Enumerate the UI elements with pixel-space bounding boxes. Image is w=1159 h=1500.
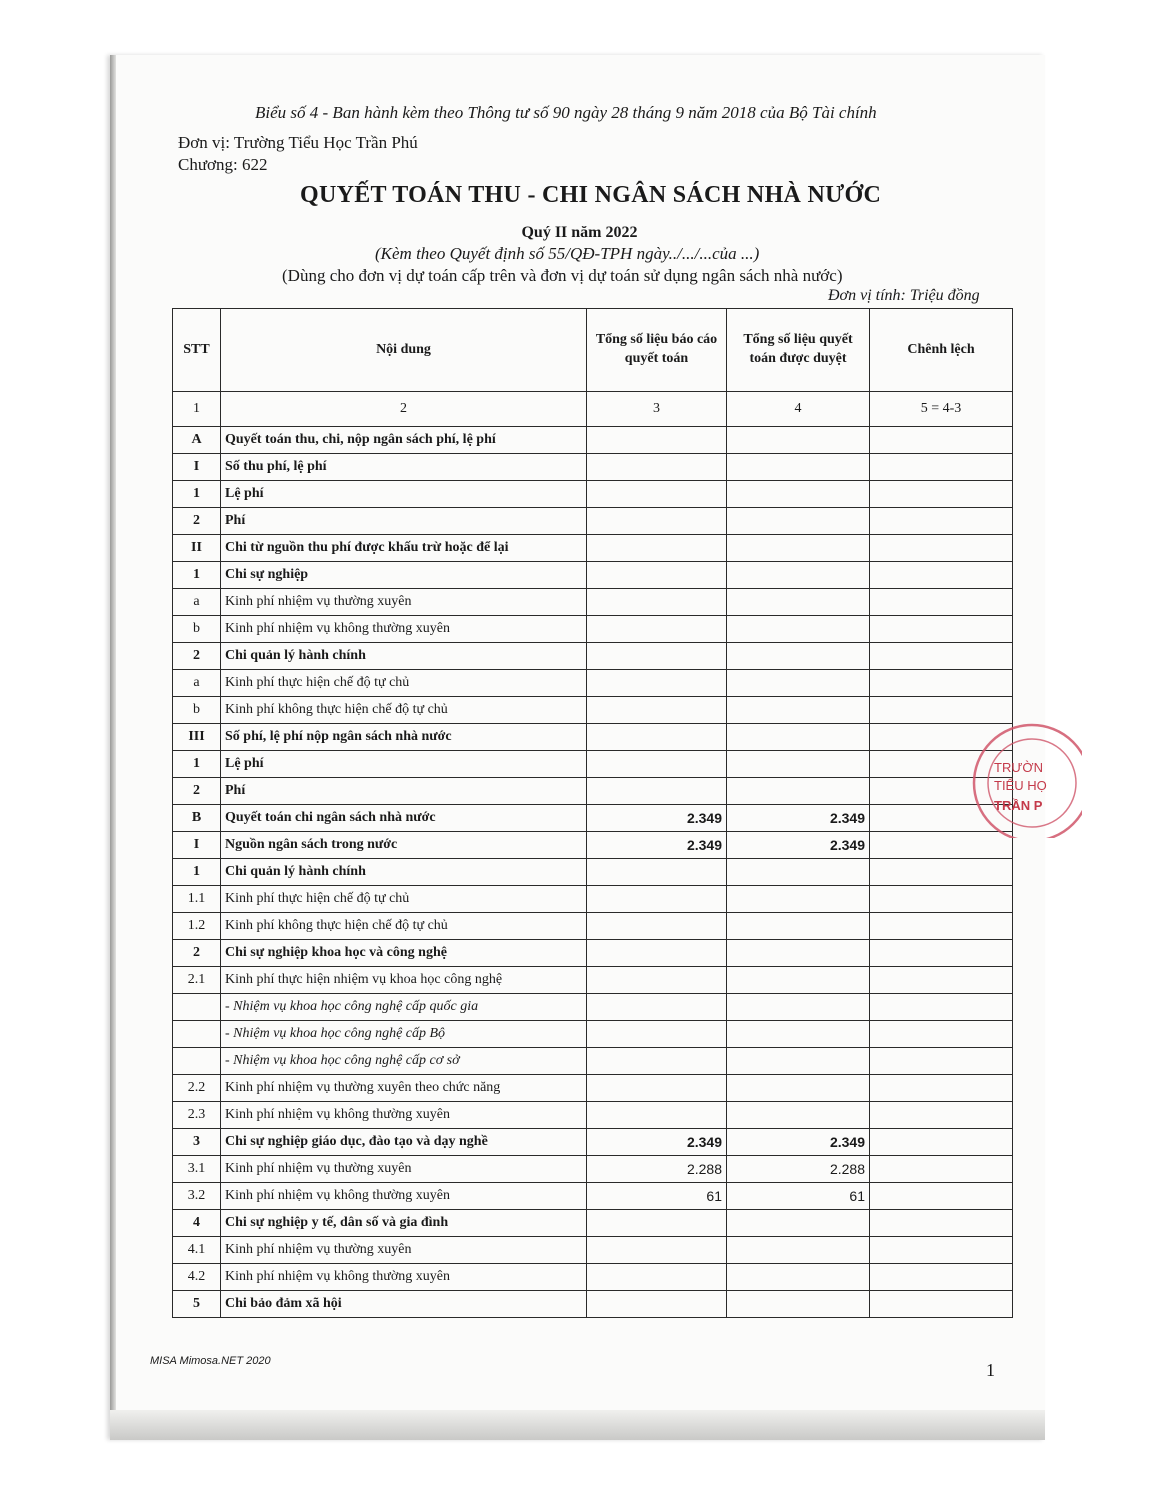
row-content: Kinh phí nhiệm vụ thường xuyên theo chức năng [221,1075,587,1102]
row-stt: 3 [173,1129,221,1156]
row-stt [173,994,221,1021]
header-approved: Tổng số liệu quyết toán được duyệt [727,309,870,392]
table-row [173,481,1013,508]
row-approved-value [727,670,870,697]
row-approved-value: 2.349 [727,832,870,859]
table-row [173,562,1013,589]
column-number-row [173,392,1013,427]
header-difference: Chênh lệch [870,309,1013,392]
row-reported-value [587,724,727,751]
column-number: 5 = 4-3 [870,392,1013,427]
row-approved-value [727,562,870,589]
row-difference-value [870,535,1013,562]
row-reported-value: 2.288 [587,1156,727,1183]
row-difference-value [870,1183,1013,1210]
table-row [173,1075,1013,1102]
row-content: Nguồn ngân sách trong nước [221,832,587,859]
row-reported-value [587,508,727,535]
row-stt: 2.2 [173,1075,221,1102]
row-content: Kinh phí nhiệm vụ không thường xuyên [221,1264,587,1291]
row-content: Kinh phí thực hiện chế độ tự chủ [221,670,587,697]
header-content: Nội dung [221,309,587,392]
row-approved-value: 61 [727,1183,870,1210]
row-reported-value [587,1075,727,1102]
table-row [173,913,1013,940]
table-row [173,1183,1013,1210]
row-content: - Nhiệm vụ khoa học công nghệ cấp Bộ [221,1021,587,1048]
table-row [173,724,1013,751]
row-content: Kinh phí nhiệm vụ thường xuyên [221,1156,587,1183]
row-stt: 2 [173,778,221,805]
row-stt [173,1021,221,1048]
column-number: 4 [727,392,870,427]
row-reported-value [587,670,727,697]
row-reported-value [587,751,727,778]
unit-name: Đơn vị: Trường Tiểu Học Trần Phú [178,133,418,152]
table-row [173,535,1013,562]
row-stt: B [173,805,221,832]
row-approved-value [727,886,870,913]
row-approved-value: 2.288 [727,1156,870,1183]
row-stt: 4.1 [173,1237,221,1264]
row-content: Chi sự nghiệp y tế, dân số và gia đình [221,1210,587,1237]
table-row [173,1021,1013,1048]
table-row [173,859,1013,886]
row-content: Số thu phí, lệ phí [221,454,587,481]
row-difference-value [870,562,1013,589]
row-reported-value [587,427,727,454]
row-difference-value [870,1129,1013,1156]
row-stt: 1 [173,481,221,508]
column-number: 2 [221,392,587,427]
row-reported-value [587,616,727,643]
row-difference-value [870,886,1013,913]
row-content: Kinh phí nhiệm vụ thường xuyên [221,1237,587,1264]
table-row [173,1048,1013,1075]
table-row [173,697,1013,724]
row-difference-value [870,589,1013,616]
table-row [173,1156,1013,1183]
header-reported: Tổng số liệu báo cáo quyết toán [587,309,727,392]
row-content: Lệ phí [221,481,587,508]
row-content: Kinh phí nhiệm vụ không thường xuyên [221,1102,587,1129]
row-reported-value: 2.349 [587,1129,727,1156]
row-reported-value [587,1210,727,1237]
table-row [173,1237,1013,1264]
row-difference-value [870,508,1013,535]
table-row [173,643,1013,670]
row-approved-value [727,1291,870,1318]
row-stt: b [173,616,221,643]
row-reported-value [587,454,727,481]
row-reported-value [587,778,727,805]
row-reported-value [587,481,727,508]
row-stt: 1 [173,859,221,886]
row-approved-value [727,508,870,535]
form-note: Biểu số 4 - Ban hành kèm theo Thông tư số 90 ngày 28 tháng 9 năm 2018 của Bộ Tài chính [255,103,877,122]
row-approved-value [727,940,870,967]
row-stt: 3.1 [173,1156,221,1183]
row-difference-value [870,967,1013,994]
row-content: Phí [221,778,587,805]
table-row [173,1102,1013,1129]
stamp-line: TIỂU HỌ [994,778,1047,793]
table-row [173,778,1013,805]
row-difference-value [870,1237,1013,1264]
row-content: Quyết toán chi ngân sách nhà nước [221,805,587,832]
table-header-row [173,309,1013,392]
column-number: 3 [587,392,727,427]
row-approved-value [727,1075,870,1102]
row-stt: 4.2 [173,1264,221,1291]
row-difference-value [870,670,1013,697]
row-approved-value [727,1102,870,1129]
row-difference-value [870,1021,1013,1048]
row-content: Chi quản lý hành chính [221,859,587,886]
row-reported-value [587,1264,727,1291]
row-approved-value [727,1210,870,1237]
row-content: Số phí, lệ phí nộp ngân sách nhà nước [221,724,587,751]
row-approved-value [727,724,870,751]
row-approved-value [727,589,870,616]
row-reported-value [587,697,727,724]
row-approved-value [727,751,870,778]
row-approved-value [727,994,870,1021]
row-difference-value [870,1102,1013,1129]
row-stt: 3.2 [173,1183,221,1210]
row-content: Chi quản lý hành chính [221,643,587,670]
row-difference-value [870,1210,1013,1237]
header-stt: STT [173,309,221,392]
row-difference-value [870,940,1013,967]
row-difference-value [870,427,1013,454]
row-stt: 5 [173,1291,221,1318]
row-reported-value: 61 [587,1183,727,1210]
table-row [173,508,1013,535]
row-content: Kinh phí thực hiện nhiệm vụ khoa học công nghệ [221,967,587,994]
paper-left-edge [110,55,116,1440]
row-stt: 1 [173,751,221,778]
table-row [173,940,1013,967]
settlement-table [172,308,1013,1318]
row-content: Lệ phí [221,751,587,778]
row-reported-value [587,886,727,913]
row-stt: a [173,670,221,697]
row-content: Chi bảo đảm xã hội [221,1291,587,1318]
row-reported-value [587,1048,727,1075]
row-content: Kinh phí thực hiện chế độ tự chủ [221,886,587,913]
row-stt: b [173,697,221,724]
row-stt: III [173,724,221,751]
row-reported-value [587,643,727,670]
row-approved-value [727,859,870,886]
row-reported-value [587,1021,727,1048]
row-difference-value [870,1048,1013,1075]
row-content: - Nhiệm vụ khoa học công nghệ cấp cơ sở [221,1048,587,1075]
decision-reference: (Kèm theo Quyết định số 55/QĐ-TPH ngày../.../...của ...) [375,244,760,263]
row-content: Kinh phí không thực hiện chế độ tự chủ [221,697,587,724]
row-difference-value [870,994,1013,1021]
row-stt: A [173,427,221,454]
row-stt: 1 [173,562,221,589]
row-approved-value [727,913,870,940]
row-content: Kinh phí nhiệm vụ không thường xuyên [221,1183,587,1210]
paper-bottom-edge [110,1410,1045,1440]
row-difference-value [870,913,1013,940]
row-difference-value [870,1156,1013,1183]
row-approved-value [727,481,870,508]
row-content: Kinh phí không thực hiện chế độ tự chủ [221,913,587,940]
table-row [173,616,1013,643]
row-stt: 1.1 [173,886,221,913]
row-approved-value [727,427,870,454]
software-footer: MISA Mimosa.NET 2020 [150,1355,271,1367]
unit-of-measure: Đơn vị tính: Triệu đồng [828,287,980,304]
row-difference-value [870,454,1013,481]
row-difference-value [870,616,1013,643]
row-stt: II [173,535,221,562]
row-approved-value [727,454,870,481]
table-row [173,670,1013,697]
row-content: Kinh phí nhiệm vụ thường xuyên [221,589,587,616]
row-content: Phí [221,508,587,535]
page-title: QUYẾT TOÁN THU - CHI NGÂN SÁCH NHÀ NƯỚC [300,182,882,208]
row-difference-value [870,643,1013,670]
row-approved-value: 2.349 [727,1129,870,1156]
table-row [173,805,1013,832]
row-reported-value [587,913,727,940]
row-approved-value [727,643,870,670]
row-stt: 2.3 [173,1102,221,1129]
table-row [173,994,1013,1021]
row-content: Chi sự nghiệp khoa học và công nghệ [221,940,587,967]
table-row [173,454,1013,481]
chapter-code: Chương: 622 [178,155,268,174]
row-reported-value [587,940,727,967]
row-approved-value [727,1237,870,1264]
row-stt: 2.1 [173,967,221,994]
row-difference-value [870,859,1013,886]
row-reported-value [587,1291,727,1318]
row-stt: 4 [173,1210,221,1237]
row-difference-value [870,1291,1013,1318]
row-approved-value [727,967,870,994]
row-content: Kinh phí nhiệm vụ không thường xuyên [221,616,587,643]
row-reported-value [587,994,727,1021]
row-stt [173,1048,221,1075]
row-reported-value: 2.349 [587,805,727,832]
row-reported-value [587,1102,727,1129]
row-difference-value [870,1075,1013,1102]
stamp-line: TRẦN P [994,798,1043,813]
table-row [173,967,1013,994]
row-content: - Nhiệm vụ khoa học công nghệ cấp quốc gia [221,994,587,1021]
row-reported-value [587,535,727,562]
row-approved-value [727,778,870,805]
row-stt: 2 [173,508,221,535]
row-difference-value [870,481,1013,508]
table-row [173,1210,1013,1237]
table-row [173,751,1013,778]
row-approved-value [727,697,870,724]
table-row [173,886,1013,913]
column-number: 1 [173,392,221,427]
row-stt: 2 [173,940,221,967]
table-row [173,1291,1013,1318]
row-approved-value [727,1048,870,1075]
row-approved-value [727,616,870,643]
row-approved-value [727,1264,870,1291]
row-reported-value [587,859,727,886]
row-difference-value [870,1264,1013,1291]
row-reported-value [587,1237,727,1264]
table-row [173,427,1013,454]
row-stt: I [173,454,221,481]
page-number: 1 [986,1360,995,1380]
stamp-line: TRƯỜN [994,760,1043,775]
row-reported-value [587,589,727,616]
row-stt: 2 [173,643,221,670]
table-row [173,1264,1013,1291]
row-content: Chi sự nghiệp giáo dục, đào tạo và dạy nghề [221,1129,587,1156]
row-stt: 1.2 [173,913,221,940]
report-period: Quý II năm 2022 [521,224,638,241]
table-row [173,589,1013,616]
row-stt: I [173,832,221,859]
row-stt: a [173,589,221,616]
row-content: Chi từ nguồn thu phí được khấu trừ hoặc để lại [221,535,587,562]
row-reported-value [587,562,727,589]
row-content: Chi sự nghiệp [221,562,587,589]
row-approved-value: 2.349 [727,805,870,832]
row-content: Quyết toán thu, chi, nộp ngân sách phí, lệ phí [221,427,587,454]
table-row [173,1129,1013,1156]
row-reported-value: 2.349 [587,832,727,859]
usage-note: (Dùng cho đơn vị dự toán cấp trên và đơn vị dự toán sử dụng ngân sách nhà nước) [282,266,843,285]
table-row [173,832,1013,859]
row-reported-value [587,967,727,994]
row-approved-value [727,535,870,562]
row-approved-value [727,1021,870,1048]
